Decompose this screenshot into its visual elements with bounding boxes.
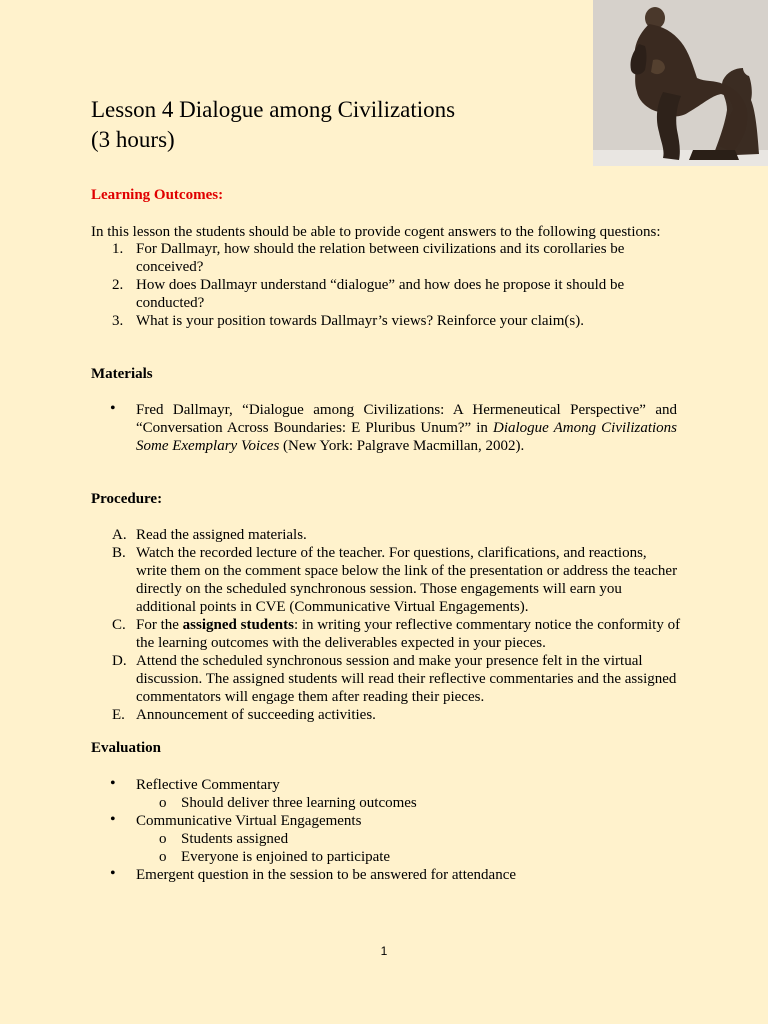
procedure-list [112, 526, 681, 724]
list-item [112, 526, 681, 544]
list-item-text: Reflective Commentary [136, 777, 280, 793]
sub-list-item [159, 794, 681, 812]
list-letter: C. [112, 617, 126, 633]
sub-list-item-text: Should deliver three learning outcomes [181, 795, 417, 811]
evaluation-heading: Evaluation [91, 740, 162, 756]
title-line-2: (3 hours) [91, 127, 175, 152]
page-number: 1 [380, 944, 388, 958]
materials-item [110, 400, 677, 455]
list-item-text: Attend the scheduled synchronous session and make your presence felt in the virtual discussion. The assigned students will read their reflective commentaries and the assigned commentators will engage them after reading their pieces. [136, 653, 677, 705]
bullet-icon: • [110, 811, 116, 828]
list-item-text-end: : in writing your reflective commentary notice the conformity of the learning outcomes with the deliverables expected in your pieces. [136, 617, 681, 651]
procedure-heading: Procedure: [91, 491, 163, 507]
title-line-1: Lesson 4 Dialogue among Civilizations [91, 97, 456, 122]
bullet-icon: • [110, 400, 116, 417]
list-letter: E. [112, 707, 125, 723]
list-letter: D. [112, 653, 127, 669]
list-item-text: Communicative Virtual Engagements [136, 813, 362, 829]
assigned-students-emphasis: assigned students [182, 617, 294, 633]
list-letter: A. [112, 527, 127, 543]
list-number: 2. [112, 277, 124, 293]
list-number: 1. [112, 241, 124, 257]
circle-bullet-icon: o [159, 849, 167, 865]
list-item-text: What is your position towards Dallmayr’s views? Reinforce your claim(s). [136, 313, 584, 329]
materials-text: Fred Dallmayr, “Dialogue among Civilizations: A Hermeneutical Perspective” and “Conversation Across Boundaries: E Pluribus Unum?” in [136, 402, 677, 436]
page-title [91, 95, 455, 155]
list-item [112, 240, 676, 276]
list-item-text: Announcement of succeeding activities. [136, 707, 376, 723]
list-letter: B. [112, 545, 126, 561]
list-item-text: Watch the recorded lecture of the teacher. For questions, clarifications, and reactions, write them on the comment space below the link of the presentation or address the teacher directly on the scheduled synchronous session. Those engagements will earn you additional points in CVE (Communicative Virtual Engagements). [136, 545, 678, 615]
learning-outcomes-list [112, 240, 676, 330]
sub-list-item [159, 830, 681, 848]
thinker-statue-photo [593, 0, 768, 166]
circle-bullet-icon: o [159, 831, 167, 847]
sub-list-item-text: Students assigned [181, 831, 289, 847]
list-item-text: How does Dallmayr understand “dialogue” and how does he propose it should be conducted? [136, 277, 625, 311]
list-item [110, 811, 681, 866]
list-item [112, 276, 676, 312]
list-item [112, 544, 681, 616]
list-item-text: For Dallmayr, how should the relation between civilizations and its corollaries be conceived? [136, 241, 625, 275]
list-item [110, 775, 681, 812]
list-item [112, 652, 681, 706]
list-item [112, 616, 681, 652]
sub-list-item [159, 848, 681, 866]
learning-outcomes-intro: In this lesson the students should be able to provide cogent answers to the following questions: [91, 224, 661, 240]
bullet-icon: • [110, 775, 116, 792]
sub-list-item-text: Everyone is enjoined to participate [181, 849, 391, 865]
materials-heading: Materials [91, 366, 153, 382]
list-item [110, 865, 681, 884]
list-item-text: Read the assigned materials. [136, 527, 307, 543]
sub-list [136, 830, 681, 866]
list-item [112, 706, 681, 724]
bullet-icon: • [110, 865, 116, 882]
list-number: 3. [112, 313, 124, 329]
list-item-text-start: For the [136, 617, 183, 633]
materials-book-title: Dialogue Among Civilizations Some Exemplary Voices [136, 420, 677, 454]
list-item [112, 312, 676, 330]
materials-publisher: (New York: Palgrave Macmillan, 2002). [279, 438, 525, 454]
evaluation-list [110, 775, 681, 884]
learning-outcomes-heading: Learning Outcomes: [91, 187, 224, 203]
sub-list [136, 794, 681, 812]
circle-bullet-icon: o [159, 795, 167, 811]
list-item-text: Emergent question in the session to be answered for attendance [136, 867, 517, 883]
